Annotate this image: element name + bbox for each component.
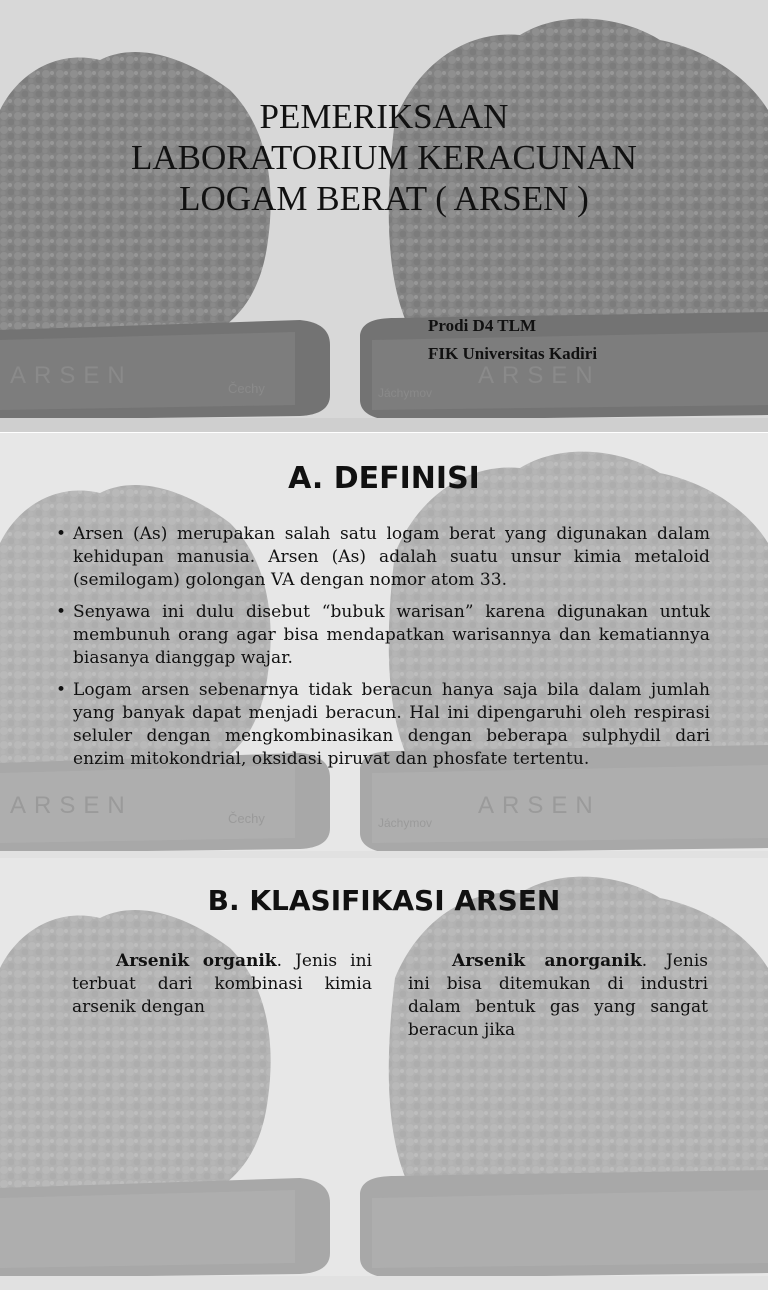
title-line: LABORATORIUM KERACUNAN — [131, 138, 637, 177]
list-item — [56, 601, 710, 670]
photo-label-left-mark: Čechy — [228, 381, 265, 396]
title-line: PEMERIKSAAN — [259, 97, 509, 136]
subtitle-line: FIK Universitas Kadiri — [428, 344, 598, 363]
slide-klasifikasi — [0, 858, 768, 1040]
slide-definisi — [0, 433, 768, 857]
bullet-text: Logam arsen sebenarnya tidak beracun hanya saja bila dalam jumlah yang banyak dapat menjadi beracun. Hal ini dipengaruhi oleh respirasi seluler dengan mengkombinasikan dengan beberapa sulphydil dari enzim mitokondrial, oksidasi piruvat dan phosfate tertentu. — [73, 680, 710, 769]
term-description: . Jenis ini bisa ditemukan di industri dalam bentuk gas yang sangat beracun jika — [408, 951, 709, 1040]
bullet-icon: • — [56, 524, 67, 544]
photo-label-right-mark: Jáchymov — [378, 816, 433, 830]
subtitle-line: Prodi D4 TLM — [428, 316, 536, 335]
bullet-list — [56, 523, 710, 780]
photo-label-left-stand: ARSEN — [10, 792, 133, 819]
photo-label-left-stand: ARSEN — [10, 362, 133, 389]
list-item — [56, 523, 710, 592]
term-description: . Jenis ini terbuat dari kombinasi kimia arsenik dengan — [72, 951, 372, 1017]
term-bold: Arsenik anorganik — [452, 951, 642, 971]
term-bold: Arsenik organik — [116, 951, 277, 971]
bullet-text: Senyawa ini dulu disebut “bubuk warisan” karena digunakan untuk membunuh orang agar bisa mendapatkan warisannya dan kematiannya biasanya dianggap wajar. — [73, 602, 710, 668]
photo-label-right-stand: ARSEN — [478, 792, 601, 819]
bullet-icon: • — [56, 680, 67, 700]
bullet-text: Arsen (As) merupakan salah satu logam berat yang digunakan dalam kehidupan manusia. Arsen (As) adalah suatu unsur kimia metaloid (semilogam) golongan VA dengan nomor atom 33. — [73, 524, 710, 590]
inorganic-arsenic-paragraph — [408, 950, 708, 1042]
slide-title — [0, 0, 768, 432]
arsenic-photo-background — [0, 858, 768, 1290]
page-title — [60, 96, 708, 219]
photo-label-left-mark: Čechy — [228, 811, 265, 826]
section-heading: A. DEFINISI — [288, 461, 480, 496]
bullet-icon: • — [56, 602, 67, 622]
section-heading: B. KLASIFIKASI ARSEN — [207, 884, 561, 917]
photo-label-right-stand: ARSEN — [478, 362, 601, 389]
subtitle — [428, 312, 597, 368]
organic-arsenic-paragraph — [72, 950, 372, 1019]
photo-label-right-mark: Jáchymov — [378, 386, 433, 400]
list-item — [56, 679, 710, 771]
title-line: LOGAM BERAT ( ARSEN ) — [179, 179, 589, 218]
